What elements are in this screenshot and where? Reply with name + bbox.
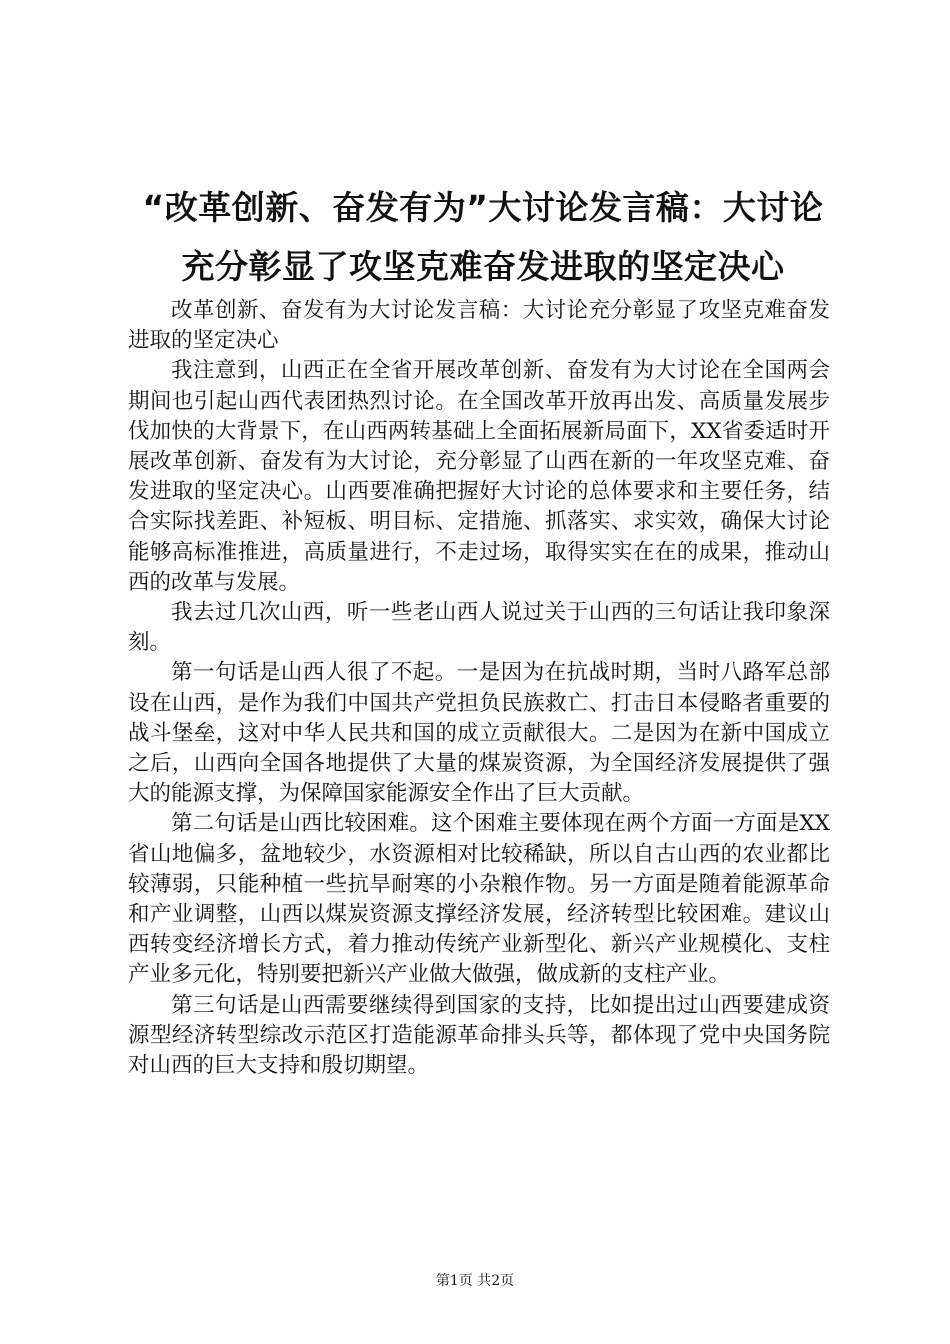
document-title: “改革创新、奋发有为”大讨论发言稿：大讨论充分彰显了攻坚克难奋发进取的坚定决心 [142,188,824,286]
page-number-footer: 第1页 共2页 [435,1273,515,1289]
paragraph: 我去过几次山西，听一些老山西人说过关于山西的三句话让我印象深刻。 [128,600,830,656]
paragraph: 第一句话是山西人很了不起。一是因为在抗战时期，当时八路军总部设在山西，是作为我们中国共产党担负民族救亡、打击日本侵略者重要的战斗堡垒，这对中华人民共和国的成立贡献很大。二是因为在新中国成立之后，山西向全国各地提供了大量的煤炭资源，为全国经济发展提供了强大的能源支撑，为保障国家能源安全作出了巨大贡献。 [128,660,830,807]
paragraph: 第三句话是山西需要继续得到国家的支持，比如提出过山西要建成资源型经济转型综改示范区打造能源革命排头兵等，都体现了党中央国务院对山西的巨大支持和殷切期望。 [128,992,830,1079]
paragraph: 我注意到，山西正在全省开展改革创新、奋发有为大讨论在全国两会期间也引起山西代表团热烈讨论。在全国改革开放再出发、高质量发展步伐加快的大背景下，在山西两转基础上全面拓展新局面下，XX省委适时开展改革创新、奋发有为大讨论，充分彰显了山西在新的一年攻坚克难、奋发进取的坚定决心。山西要准确把握好大讨论的总体要求和主要任务，结合实际找差距、补短板、明目标、定措施、抓落实、求实效，确保大讨论能够高标准推进，高质量进行，不走过场，取得实实在在的成果，推动山西的改革与发展。 [128,358,830,595]
document-body [128,296,830,1081]
paragraph: 第二句话是山西比较困难。这个困难主要体现在两个方面一方面是XX省山地偏多，盆地较少，水资源相对比较稀缺，所以自古山西的农业都比较薄弱，只能种植一些抗旱耐寒的小杂粮作物。另一方面是随着能源革命和产业调整，山西以煤炭资源支撑经济发展，经济转型比较困难。建议山西转变经济增长方式，着力推动传统产业新型化、新兴产业规模化、支柱产业多元化，特别要把新兴产业做大做强，做成新的支柱产业。 [128,811,830,988]
paragraph-subtitle: 改革创新、奋发有为大讨论发言稿：大讨论充分彰显了攻坚克难奋发进取的坚定决心 [128,298,830,354]
